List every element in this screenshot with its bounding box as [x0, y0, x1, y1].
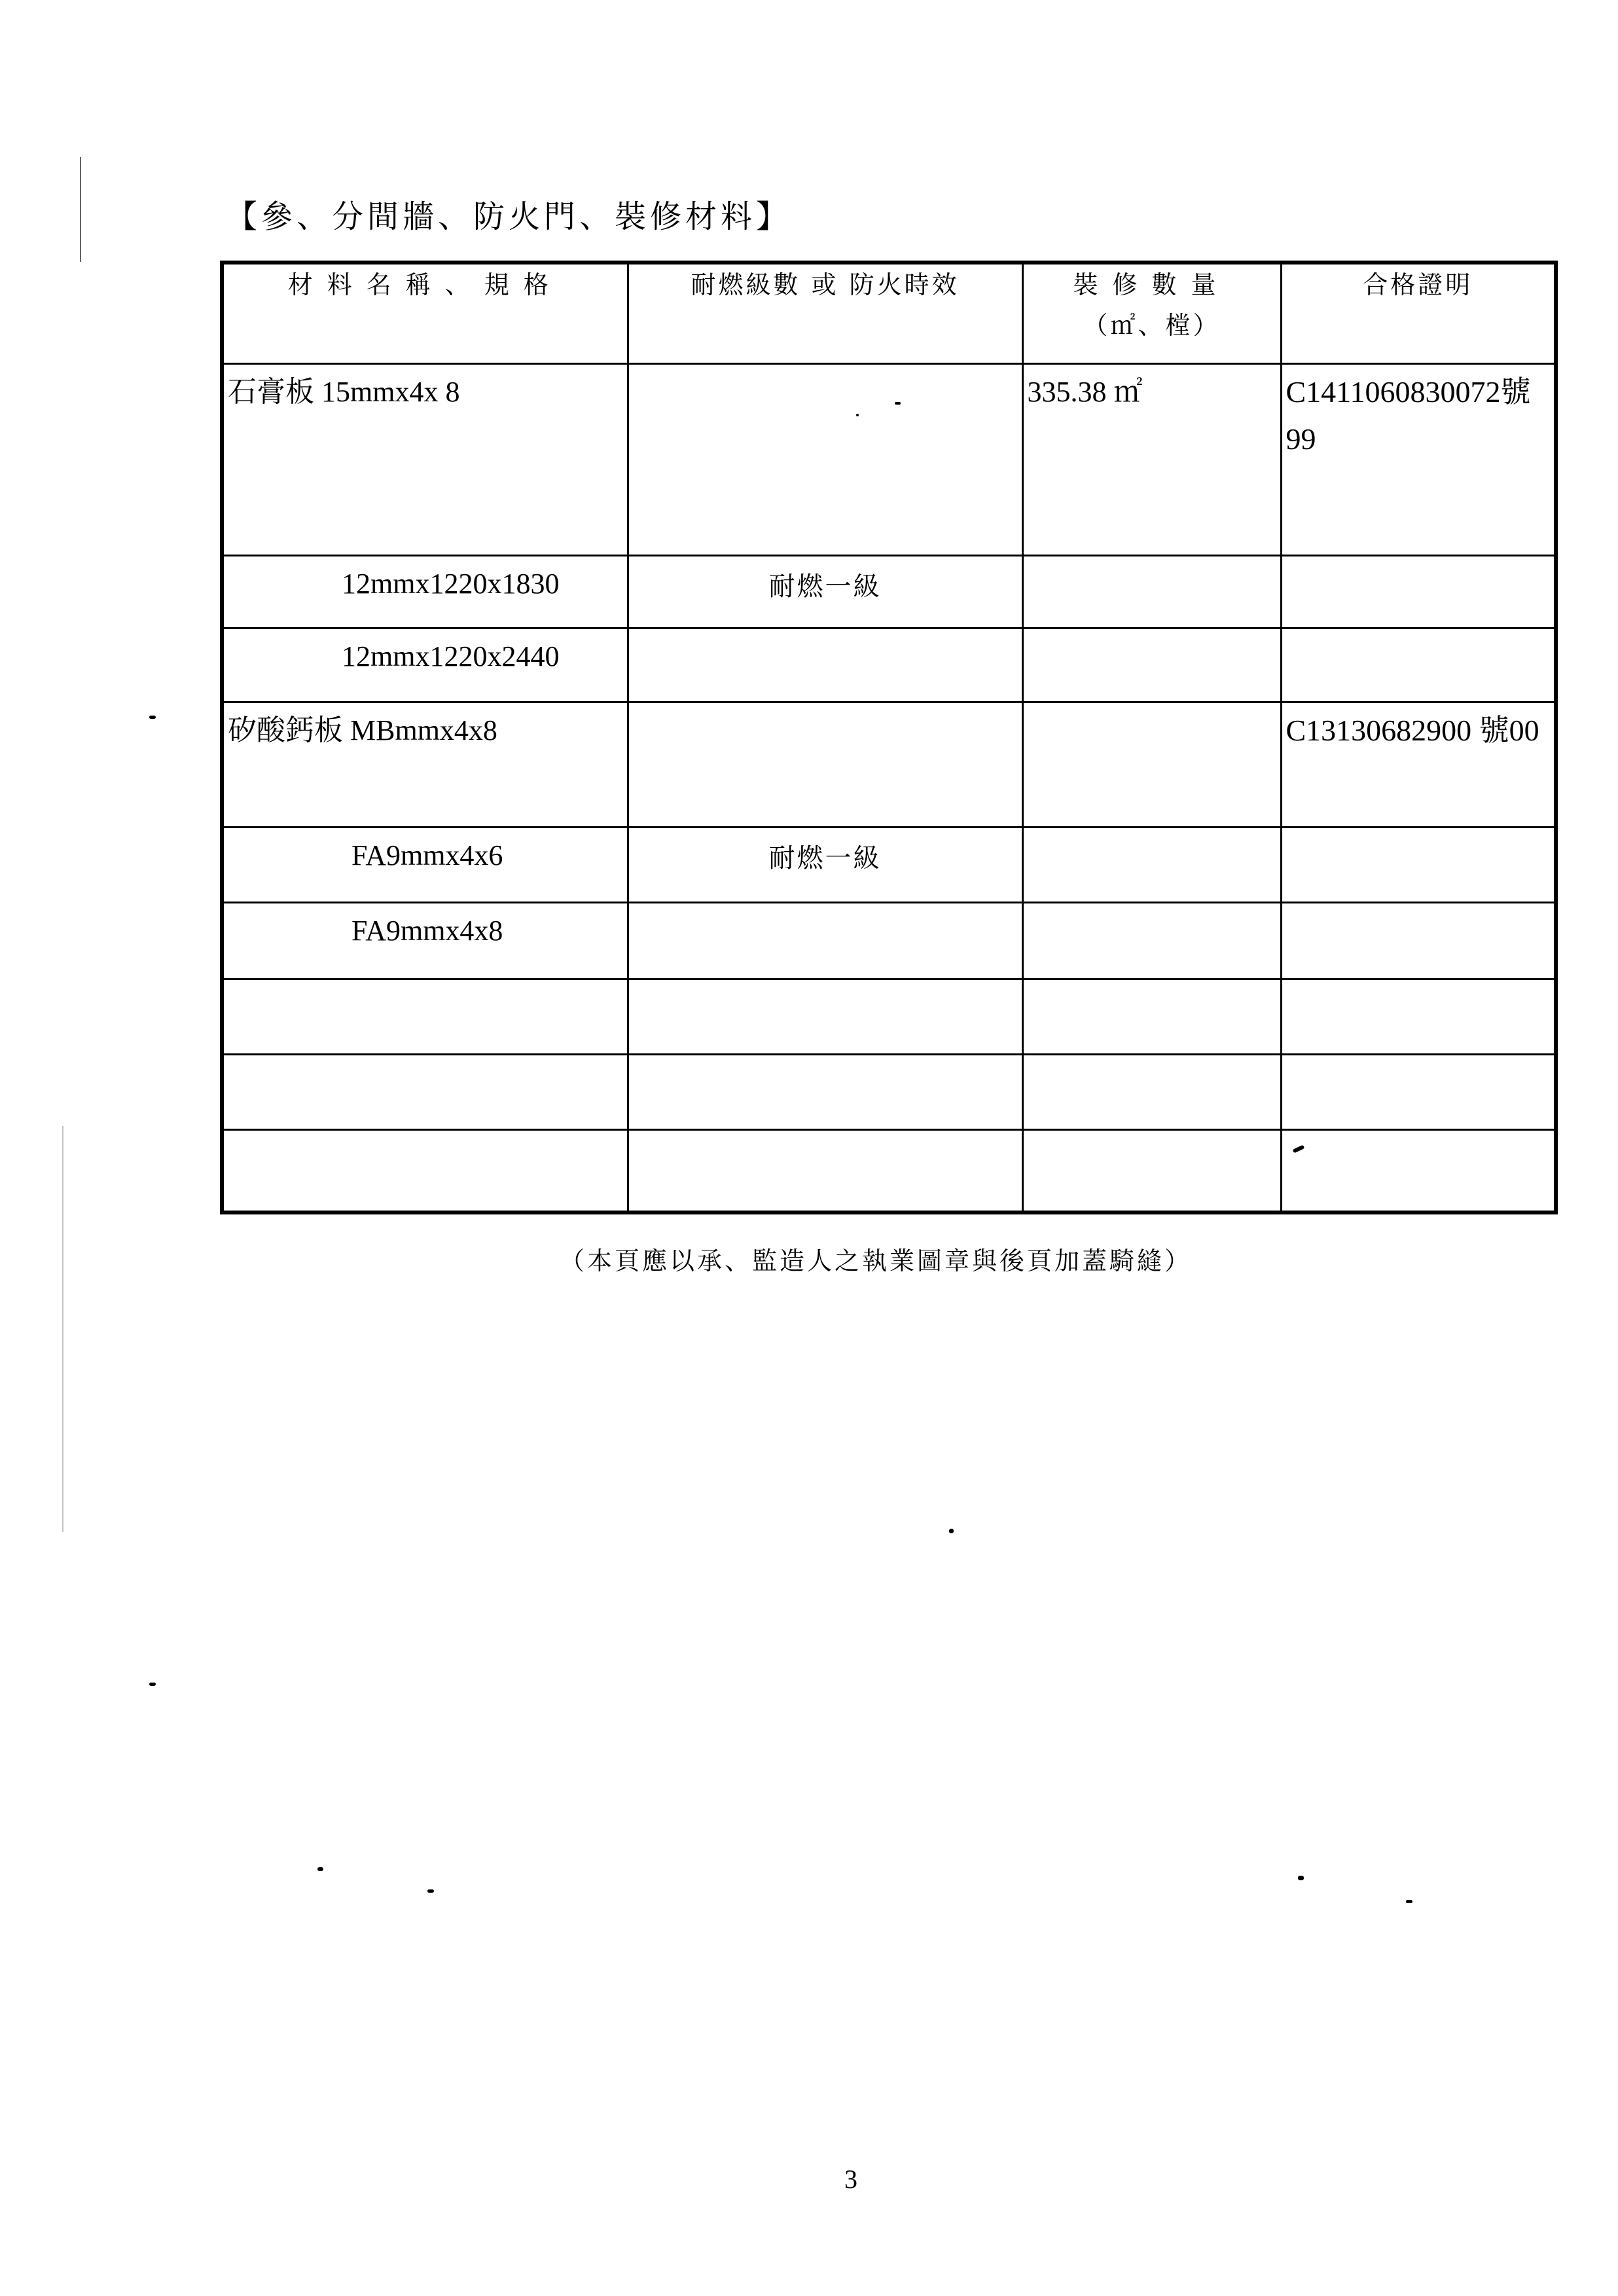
- seal-footnote: （本頁應以承、監造人之執業圖章與後頁加蓋騎縫）: [560, 1247, 1193, 1275]
- material-cell: 石膏板 15mmx4x 8: [222, 364, 628, 556]
- page-number: 3: [844, 2164, 857, 2194]
- scan-speck: [895, 402, 901, 405]
- table-row: [222, 702, 1556, 828]
- certificate-cell: [1281, 629, 1556, 702]
- scan-speck: [317, 1867, 323, 1871]
- material-cell: FA9mmx4x8: [222, 903, 628, 979]
- material-cell: FA9mmx4x6: [222, 828, 628, 903]
- scan-speck: [427, 1889, 434, 1893]
- quantity-cell: [1022, 903, 1281, 979]
- quantity-cell: [1022, 828, 1281, 903]
- material-cell: [222, 1055, 628, 1130]
- quantity-cell: [1022, 1130, 1281, 1213]
- scan-speck: [856, 414, 859, 416]
- scan-speck: [149, 716, 156, 719]
- quantity-cell: [1022, 702, 1281, 828]
- fire-rating-cell: [628, 903, 1022, 979]
- material-cell: 矽酸鈣板 MBmmx4x8: [222, 702, 628, 828]
- fire-rating-cell: [628, 1055, 1022, 1130]
- quantity-cell: 335.38 ㎡: [1022, 364, 1281, 556]
- fire-rating-cell: 耐燃一級: [628, 556, 1022, 629]
- fire-rating-cell: [628, 629, 1022, 702]
- table-row: [222, 828, 1556, 903]
- page-title: 【參、分間牆、防火門、裝修材料】: [226, 198, 792, 235]
- certificate-cell: C1411060830072號 99: [1281, 364, 1556, 556]
- scan-edge-mark: [80, 157, 81, 262]
- certificate-cell: [1281, 1055, 1556, 1130]
- quantity-cell: [1022, 979, 1281, 1055]
- header-fire-rating: 耐燃級數 或 防火時效: [628, 263, 1022, 364]
- table-row: [222, 629, 1556, 702]
- material-cell: [222, 979, 628, 1055]
- material-cell: [222, 1130, 628, 1213]
- fire-rating-cell: [628, 364, 1022, 556]
- scan-edge-mark: [62, 1126, 63, 1532]
- material-cell: 12mmx1220x1830: [222, 556, 628, 629]
- quantity-cell: [1022, 1055, 1281, 1130]
- table-row: [222, 1055, 1556, 1130]
- header-certificate: 合格證明: [1281, 263, 1556, 364]
- quantity-cell: [1022, 556, 1281, 629]
- certificate-cell: [1281, 903, 1556, 979]
- header-material: 材料名稱、規格: [222, 263, 628, 364]
- scan-speck: [149, 1683, 156, 1686]
- table-header-row: [222, 263, 1556, 364]
- certificate-cell: [1281, 556, 1556, 629]
- certificate-cell: [1281, 828, 1556, 903]
- table-row: [222, 1130, 1556, 1213]
- fire-rating-cell: [628, 1130, 1022, 1213]
- certificate-cell: C13130682900 號00: [1281, 702, 1556, 828]
- scan-speck: [1298, 1876, 1304, 1880]
- fire-rating-cell: [628, 702, 1022, 828]
- material-cell: 12mmx1220x2440: [222, 629, 628, 702]
- header-quantity-label: 裝修數量: [1073, 270, 1231, 299]
- fire-rating-cell: 耐燃一級: [628, 828, 1022, 903]
- header-quantity-unit: （㎡、樘）: [1083, 311, 1221, 340]
- materials-table: [220, 261, 1558, 1214]
- table-row: [222, 903, 1556, 979]
- table-row: [222, 556, 1556, 629]
- fire-rating-cell: [628, 979, 1022, 1055]
- quantity-cell: [1022, 629, 1281, 702]
- header-quantity: [1022, 263, 1281, 364]
- certificate-cell: [1281, 1130, 1556, 1213]
- table-row: [222, 979, 1556, 1055]
- scan-speck: [1406, 1900, 1412, 1903]
- table-row: [222, 364, 1556, 556]
- scan-speck: [949, 1529, 954, 1533]
- certificate-cell: [1281, 979, 1556, 1055]
